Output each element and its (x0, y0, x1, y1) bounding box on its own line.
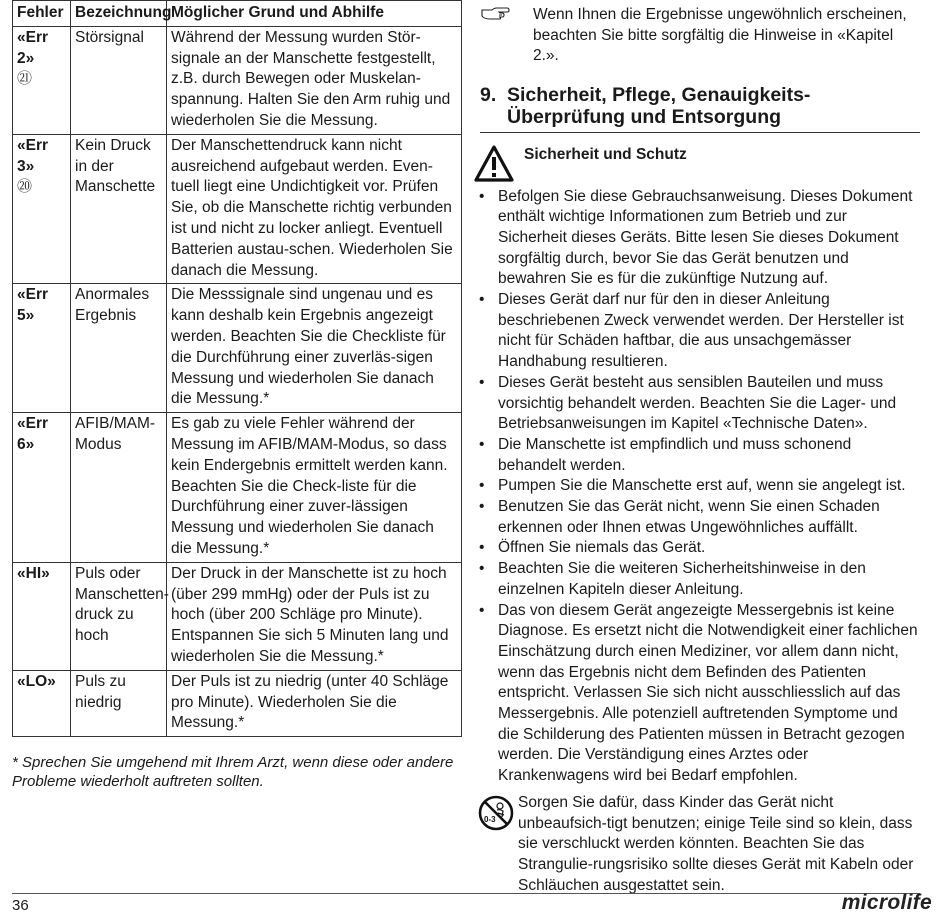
note (480, 5, 920, 67)
error-remedy: Es gab zu viele Fehler während der Messung im AFIB/MAM-Modus, so dass kein Endergebnis ermittelt werden kann. Beachten Sie die Check-liste für die Durchführung einer zuver-lässigen Messung und wiederholen Sie danach die Messung.* (167, 413, 462, 563)
left-column (12, 0, 462, 791)
list-item: • Benutzen Sie das Gerät nicht, wenn Sie einen Schaden erkennen oder Ihnen etwas Ungewöhnliches auffällt. (479, 498, 880, 536)
error-code-cell (13, 26, 71, 134)
child-icon-label: 0-3 (484, 814, 496, 824)
section-number: 9. (480, 83, 497, 106)
child-warning (480, 793, 920, 897)
error-remedy: Der Druck in der Manschette ist zu hoch (über 299 mmHg) oder der Puls ist zu hoch (über 200 Schläge pro Minute). Entspannen Sie sich 5 Minuten lang und wiederholen Sie die Messung.* (167, 562, 462, 670)
section-heading (480, 84, 920, 133)
error-remedy: Während der Messung wurden Stör-signale an der Manschette festgestellt, z.B. durch Bewegen oder Muskelan-spannung. Halten Sie den Arm ruhig und wiederholen Sie die Messung. (167, 26, 462, 134)
error-name: Puls oder Manschetten-druck zu hoch (71, 562, 167, 670)
table-row (13, 26, 462, 134)
error-name: Kein Druck in der Manschette (71, 134, 167, 284)
list-item: • Die Manschette ist empfindlich und muss schonend behandelt werden. (479, 435, 852, 474)
error-name: Anormales Ergebnis (71, 284, 167, 413)
list-item: • Dieses Gerät darf nur für den in dieser Anleitung beschriebenen Zweck verwendet werden. Der Hersteller ist nicht für Schäden haftbar, die aus unsachgemässer Handhabung resultieren. (479, 291, 904, 371)
table-row (13, 284, 462, 413)
note-text: Wenn Ihnen die Ergebnisse ungewöhnlich erscheinen, beachten Sie bitte sorgfältig die Hinweise in «Kapitel 2.». (533, 6, 907, 64)
error-name: Störsignal (71, 26, 167, 134)
error-remedy: Der Puls ist zu niedrig (unter 40 Schläge pro Minute). Wiederholen Sie die Messung.* (167, 670, 462, 736)
brand-logo: microlife (841, 891, 932, 914)
error-code: «LO» (17, 672, 56, 690)
list-item: • Öffnen Sie niemals das Gerät. (479, 539, 706, 557)
error-code-cell (13, 562, 71, 670)
table-row (13, 134, 462, 284)
list-item: • Beachten Sie die weiteren Sicherheitshinweise in den einzelnen Kapiteln dieser Anleitung. (479, 560, 866, 598)
error-code: «Err 6» (17, 415, 49, 453)
table-row (13, 413, 462, 563)
table-row (13, 670, 462, 736)
list-item: • Dieses Gerät besteht aus sensiblen Bauteilen und muss vorsichtig behandelt werden. Beachten Sie die Lager- und Betriebsanweisungen im Kapitel «Technische Daten». (479, 373, 897, 433)
pointing-hand-icon (480, 5, 510, 28)
subsection-title: Sicherheit und Schutz (524, 145, 687, 163)
footer-divider (12, 893, 920, 894)
error-code-cell (13, 134, 71, 284)
page-number: 36 (12, 897, 29, 914)
header-bezeichnung: Bezeichnung (71, 1, 167, 27)
figure-ref: ⑳ (17, 178, 33, 196)
error-code: «Err 2» (17, 28, 49, 67)
warning-triangle-icon (474, 145, 514, 188)
header-fehler: Fehler (13, 1, 71, 27)
subsection-heading (480, 145, 920, 187)
error-name: AFIB/MAM-Modus (71, 413, 167, 563)
safety-list (480, 187, 920, 787)
child-warning-text: Sorgen Sie dafür, dass Kinder das Gerät nicht unbeaufsich-tigt benutzen; einige Teile sind so klein, dass sie verschluckt werden könnten. Beachten Sie das Strangulie-rungsrisiko sollte dieses Gerät mit Kabeln oder Schläuchen ausgestattet sein. (518, 793, 914, 894)
list-item: • Befolgen Sie diese Gebrauchsanweisung. Dieses Dokument enthält wichtige Informationen zum Betrieb und zur Sicherheit dieses Geräts. Bitte lesen Sie dieses Dokument sorgfältig durch, bevor Sie das Gerät benutzen und bewahren Sie es für die zukünftige Nutzung auf. (479, 187, 913, 288)
figure-ref: ㉑ (17, 70, 33, 88)
error-code: «Err 3» (17, 136, 49, 175)
error-code: «Err 5» (17, 286, 49, 325)
footnote: * Sprechen Sie umgehend mit Ihrem Arzt, wenn diese oder andere Probleme wiederholt auftreten sollten. (12, 754, 454, 790)
error-code-cell (13, 413, 71, 563)
error-remedy: Die Messsignale sind ungenau und es kann deshalb kein Ergebnis angezeigt werden. Beachten Sie die Checkliste für die Durchführung einer zuverläs-sigen Messung und wiederholen Sie danach die Messung.* (167, 284, 462, 413)
error-name: Puls zu niedrig (71, 670, 167, 736)
table-header-row (13, 1, 462, 27)
error-remedy: Der Manschettendruck kann nicht ausreichend aufgebaut werden. Even-tuell liegt eine Undichtigkeit vor. Prüfen Sie, ob die Manschette richtig verbunden ist und nicht zu locker anliegt. Eventuell Batterien austau-schen. Wiederholen Sie danach die Messung. (167, 134, 462, 284)
error-table (12, 0, 462, 737)
header-grund: Möglicher Grund und Abhilfe (167, 1, 462, 27)
list-item: • Das von diesem Gerät angezeigte Messergebnis ist keine Diagnose. Es ersetzt nicht die Notwendigkeit einer fachlichen Einschätzung durch einen Mediziner, vor allem dann nicht, wenn das Ergebnis nicht dem Befinden des Patienten entspricht. Verlassen Sie sich nicht ausschliesslich auf das Messergebnis. Alle potenziell auftretenden Symptome und die Schilderung des Patienten müssen in Betracht gezogen werden. Die Verständigung eines Arztes oder Krankenwagens wird bei Bedarf empfohlen. (479, 601, 918, 785)
list-item: • Pumpen Sie die Manschette erst auf, wenn sie angelegt ist. (479, 477, 906, 495)
error-code-cell (13, 284, 71, 413)
error-code-cell (13, 670, 71, 736)
error-code: «HI» (17, 564, 50, 582)
right-column (480, 0, 920, 896)
section-title: Sicherheit, Pflege, Genauigkeits-Überprüfung und Entsorgung (507, 83, 811, 128)
no-children-icon (478, 795, 514, 838)
table-row (13, 562, 462, 670)
